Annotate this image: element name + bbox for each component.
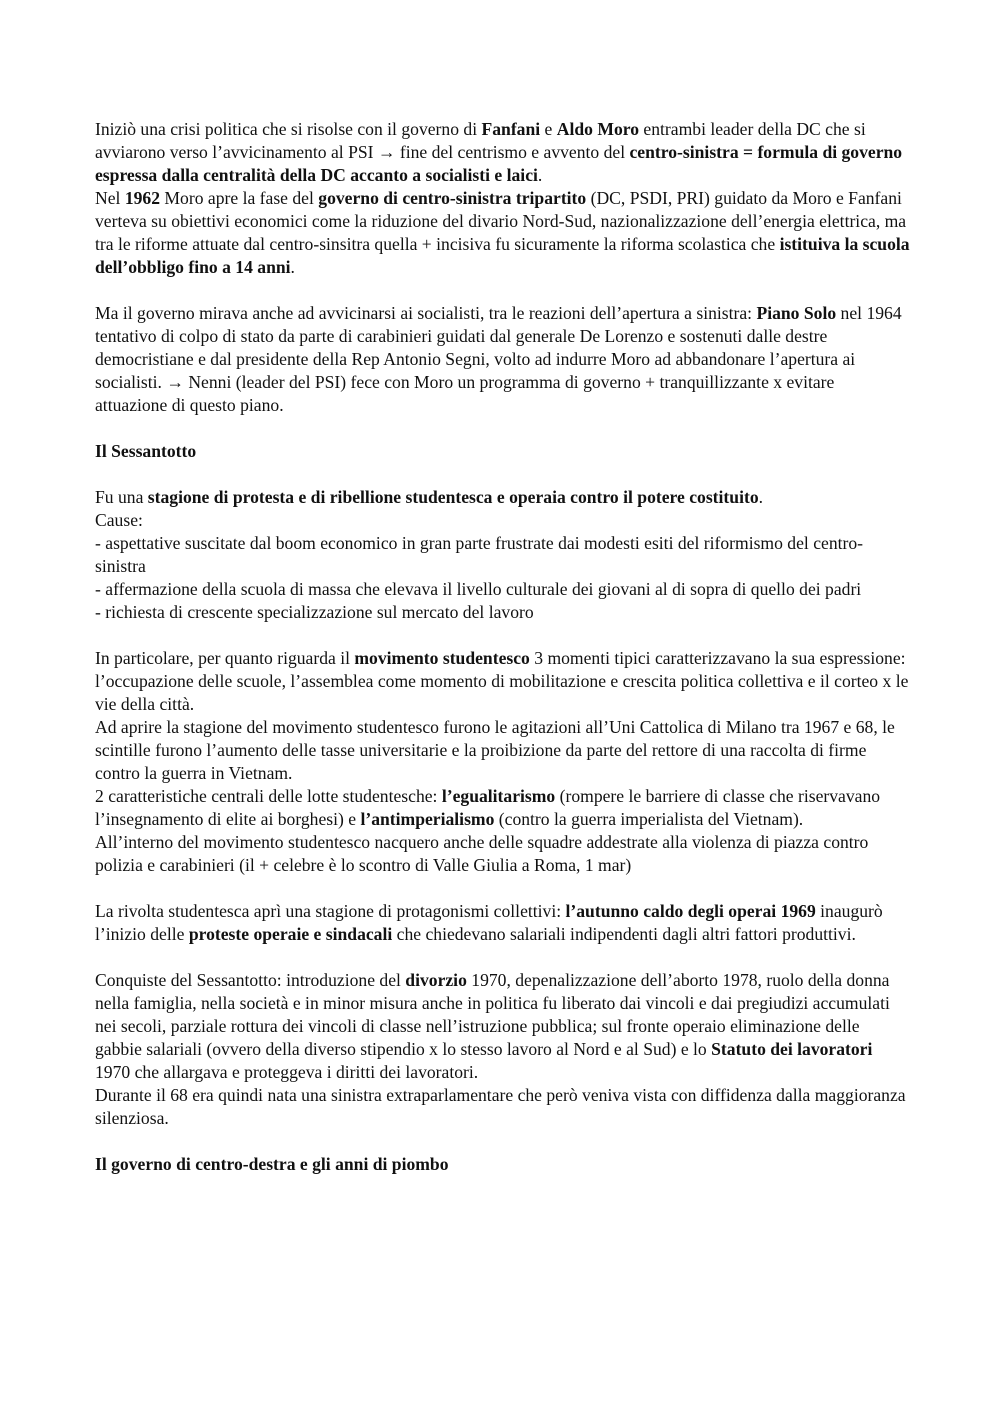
bold-text: istituiva la scuola dell’obbligo fino a 14 anni bbox=[95, 234, 910, 277]
bold-text: 1962 bbox=[124, 188, 160, 208]
paragraph bbox=[95, 118, 910, 187]
text-run: . bbox=[537, 165, 543, 185]
section-heading bbox=[95, 440, 910, 463]
text-run: Nel bbox=[95, 188, 125, 208]
bold-text: governo di centro-sinistra tripartito bbox=[318, 188, 587, 208]
paragraph bbox=[95, 601, 910, 624]
text-run: Cause: bbox=[95, 510, 143, 530]
text-run: nel 1964 tentativo di colpo di stato da parte di carabinieri guidati dal generale De Lorenzo e sostenuti dalle destre democristiane e dal presidente della Rep Antonio Segni, volto ad indurre Moro ad abbandonare l’apertura ai socialisti. → Nenni (leader del PSI) fece con Moro un programma di governo + tranquillizzante x evitare attuazione di questo piano. bbox=[95, 303, 902, 415]
text-run: In particolare, per quanto riguarda il bbox=[95, 648, 355, 668]
text-run: Fu una bbox=[95, 487, 148, 507]
paragraph-spacer bbox=[95, 877, 910, 900]
text-run: La rivolta studentesca aprì una stagione di protagonismi collettivi: bbox=[95, 901, 566, 921]
paragraph bbox=[95, 900, 910, 946]
text-run: e bbox=[540, 119, 557, 139]
bold-text: Piano Solo bbox=[756, 303, 837, 323]
text-run: 1970, depenalizzazione dell’aborto 1978, ruolo della donna nella famiglia, nella società e in minor misura anche in politica fu liberato dai vincoli e dai pregiudizi accumulati nei secoli, parziale rottura dei vincoli di classe nell’istruzione pubblica; sul fronte operaio eliminazione delle gabbie salariali (ovvero della diverso stipendio x lo stesso lavoro al Nord e al Sud) e lo bbox=[95, 970, 890, 1059]
text-run: Iniziò una crisi politica che si risolse con il governo di bbox=[95, 119, 482, 139]
paragraph bbox=[95, 831, 910, 877]
document-body bbox=[95, 118, 910, 1176]
bold-text: movimento studentesco bbox=[354, 648, 530, 668]
paragraph-spacer bbox=[95, 279, 910, 302]
text-run: - aspettative suscitate dal boom economico in gran parte frustrate dai modesti esiti del riformismo del centro-sinistra bbox=[95, 533, 864, 576]
bold-text: Il governo di centro-destra e gli anni di piombo bbox=[95, 1154, 449, 1174]
paragraph bbox=[95, 532, 910, 578]
text-run: . bbox=[290, 257, 295, 277]
text-run: Moro apre la fase del bbox=[160, 188, 319, 208]
paragraph-spacer bbox=[95, 463, 910, 486]
text-run: . bbox=[758, 487, 764, 507]
bold-text: centro-sinistra = formula di governo espressa dalla centralità della DC accanto a socialisti e laici bbox=[95, 142, 903, 185]
text-run: 1970 che allargava e proteggeva i diritti dei lavoratori. bbox=[95, 1062, 479, 1082]
text-run: (rompere le barriere di classe che riservavano l’insegnamento di elite ai borghesi) e bbox=[95, 786, 881, 829]
bold-text: Statuto dei lavoratori bbox=[711, 1039, 873, 1059]
text-run: (DC, PSDI, PRI) guidato da Moro e Fanfani verteva su obiettivi economici come la riduzione del divario Nord-Sud, nazionalizzazione dell’energia elettrica, ma tra le riforme attuate dal centro-sinsitra quella + incisiva fu sicuramente la riforma scolastica che bbox=[95, 188, 907, 254]
text-run: 3 momenti tipici caratterizzavano la sua espressione: l’occupazione delle scuole, l’assemblea come momento di mobilitazione e crescita politica collettiva e il corteo x le vie della città. bbox=[95, 648, 909, 714]
text-run: Conquiste del Sessantotto: introduzione del bbox=[95, 970, 406, 990]
text-run: che chiedevano salariali indipendenti dagli altri fattori produttivi. bbox=[392, 924, 856, 944]
text-run: - richiesta di crescente specializzazione sul mercato del lavoro bbox=[95, 602, 534, 622]
paragraph bbox=[95, 187, 910, 279]
paragraph bbox=[95, 969, 910, 1084]
bold-text: Fanfani bbox=[481, 119, 541, 139]
bold-text: divorzio bbox=[405, 970, 467, 990]
bold-text: Il Sessantotto bbox=[95, 441, 197, 461]
paragraph bbox=[95, 716, 910, 785]
paragraph bbox=[95, 486, 910, 509]
section-heading bbox=[95, 1153, 910, 1176]
paragraph-spacer bbox=[95, 624, 910, 647]
text-run: inaugurò l’inizio delle bbox=[95, 901, 883, 944]
paragraph bbox=[95, 1084, 910, 1130]
paragraph-spacer bbox=[95, 946, 910, 969]
text-run: entrambi leader della DC che si avviarono verso l’avvicinamento al PSI → fine del centrismo e avvento del bbox=[95, 119, 866, 162]
text-run: Ma il governo mirava anche ad avvicinarsi ai socialisti, tra le reazioni dell’apertura a sinistra: bbox=[95, 303, 757, 323]
text-run: All’interno del movimento studentesco nacquero anche delle squadre addestrate alla violenza di piazza contro polizia e carabinieri (il + celebre è lo scontro di Valle Giulia a Roma, 1 mar) bbox=[95, 832, 869, 875]
paragraph bbox=[95, 785, 910, 831]
bold-text: l’autunno caldo degli operai 1969 bbox=[565, 901, 816, 921]
bold-text: proteste operaie e sindacali bbox=[188, 924, 393, 944]
bold-text: l’antimperialismo bbox=[360, 809, 495, 829]
bold-text: l’egualitarismo bbox=[441, 786, 556, 806]
text-run: (contro la guerra imperialista del Vietnam). bbox=[494, 809, 804, 829]
text-run: - affermazione della scuola di massa che elevava il livello culturale dei giovani al di sopra di quello dei padri bbox=[95, 579, 862, 599]
text-run: 2 caratteristiche centrali delle lotte studentesche: bbox=[95, 786, 442, 806]
bold-text: Aldo Moro bbox=[556, 119, 640, 139]
paragraph bbox=[95, 578, 910, 601]
paragraph-spacer bbox=[95, 1130, 910, 1153]
text-run: Durante il 68 era quindi nata una sinistra extraparlamentare che però veniva vista con diffidenza dalla maggioranza silenziosa. bbox=[95, 1085, 906, 1128]
paragraph bbox=[95, 302, 910, 417]
bold-text: stagione di protesta e di ribellione studentesca e operaia contro il potere costituito bbox=[147, 487, 759, 507]
paragraph bbox=[95, 647, 910, 716]
paragraph bbox=[95, 509, 910, 532]
paragraph-spacer bbox=[95, 417, 910, 440]
text-run: Ad aprire la stagione del movimento studentesco furono le agitazioni all’Uni Cattolica di Milano tra 1967 e 68, le scintille furono l’aumento delle tasse universitarie e la proibizione da parte del rettore di una raccolta di firme contro la guerra in Vietnam. bbox=[95, 717, 895, 783]
